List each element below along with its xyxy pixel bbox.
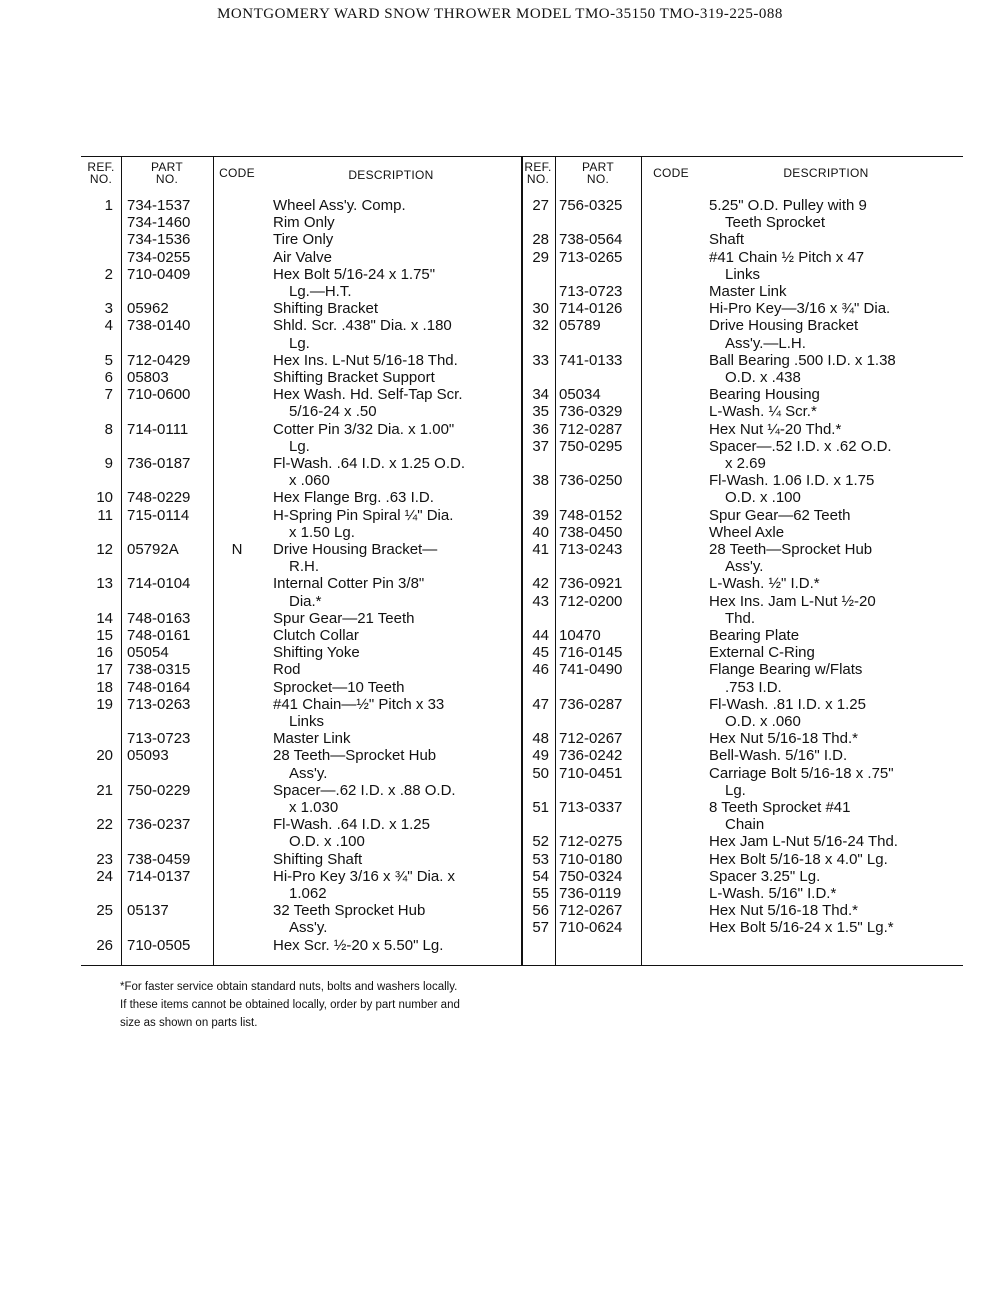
part-description: Spacer—.62 I.D. x .88 O.D.	[273, 781, 456, 799]
ref-number: 13	[96, 575, 113, 593]
ref-number: 25	[96, 902, 113, 920]
part-number: 734-1537	[127, 197, 191, 214]
part-description: Shifting Bracket Support	[273, 369, 435, 386]
part-description: Hi-Pro Key—3/16 x ¾" Dia.	[709, 300, 891, 318]
part-description: Shifting Bracket	[273, 300, 379, 318]
ref-number: 26	[96, 936, 113, 954]
footnote	[120, 978, 460, 1032]
ref-number: 22	[96, 816, 113, 834]
part-number: 714-0104	[127, 575, 191, 593]
ref-number: 11	[97, 506, 113, 524]
part-description: L-Wash. 5/16" I.D.*	[709, 885, 837, 902]
part-number: 748-0164	[127, 678, 191, 696]
part-number: 05792A	[127, 541, 179, 558]
part-number: 716-0145	[559, 644, 623, 662]
part-description: Bearing Plate	[709, 627, 800, 644]
part-number: 712-0200	[559, 592, 623, 610]
part-description: Hex Jam L-Nut 5/16-24 Thd.	[709, 833, 898, 851]
part-description: #41 Chain ½ Pitch x 47	[709, 248, 865, 266]
part-number: 738-0564	[559, 231, 623, 249]
part-description: Spacer 3.25" Lg.	[709, 867, 821, 885]
part-description: Shifting Yoke	[273, 644, 360, 662]
part-number: 05054	[127, 644, 169, 662]
part-number: 713-0263	[127, 695, 191, 713]
part-description-continued: O.D. x .100	[725, 489, 801, 507]
column-divider	[641, 157, 642, 965]
ref-number: 32	[532, 317, 549, 335]
part-number: 741-0490	[559, 661, 623, 679]
ref-number: 40	[532, 523, 549, 541]
part-description: Rim Only	[273, 214, 335, 232]
description-header: DESCRIPTION	[783, 166, 869, 180]
ref-number: 52	[532, 833, 549, 851]
part-description: External C-Ring	[709, 644, 815, 662]
part-number: 713-0337	[559, 799, 623, 816]
page-title: MONTGOMERY WARD SNOW THROWER MODEL TMO-35150 TMO-319-225-088	[217, 6, 783, 22]
part-description: Hi-Pro Key 3/16 x ¾" Dia. x	[273, 867, 456, 885]
part-description: Shifting Shaft	[273, 850, 363, 868]
ref-number: 15	[96, 627, 113, 644]
ref-number: 2	[104, 265, 113, 283]
part-number: 715-0114	[127, 506, 190, 524]
parts-list-table	[81, 156, 963, 966]
part-number: 710-0451	[559, 764, 623, 782]
part-number: 712-0267	[559, 902, 623, 920]
ref-number: 16	[96, 644, 113, 662]
part-description: Shld. Scr. .438" Dia. x .180	[273, 317, 452, 335]
ref-number: 39	[532, 506, 549, 524]
part-number: 05137	[127, 902, 169, 920]
part-number: 738-0140	[127, 317, 191, 335]
part-number: 714-0137	[127, 867, 191, 885]
part-number: 713-0265	[559, 248, 623, 266]
ref-number: 18	[96, 678, 113, 696]
part-number: 736-0287	[559, 695, 623, 713]
part-description-continued: Lg.	[289, 437, 310, 455]
part-description: Hex Nut ¼-20 Thd.*	[709, 420, 842, 438]
part-number: 738-0459	[127, 850, 191, 868]
part-description: Hex Nut 5/16-18 Thd.*	[709, 902, 858, 920]
part-description: Hex Wash. Hd. Self-Tap Scr.	[273, 386, 463, 404]
part-number: 734-1460	[127, 214, 191, 232]
part-description: Hex Flange Brg. .63 I.D.	[273, 489, 434, 507]
part-number: 748-0163	[127, 609, 191, 627]
part-description: #41 Chain—½" Pitch x 33	[273, 695, 445, 713]
part-number: 736-0119	[559, 885, 622, 902]
part-number: 712-0267	[559, 730, 623, 748]
ref-number: 48	[532, 730, 549, 748]
part-number: 748-0152	[559, 506, 623, 524]
footnote-line: size as shown on parts list.	[120, 1017, 258, 1029]
ref-number: 33	[532, 351, 549, 369]
ref-number: 27	[532, 197, 549, 214]
ref-number: 37	[532, 437, 549, 455]
footnote-line: *For faster service obtain standard nuts, bolts and washers locally.	[120, 981, 458, 993]
part-description: Bearing Housing	[709, 386, 820, 404]
part-description: Wheel Axle	[709, 523, 785, 541]
ref-number: 19	[96, 695, 113, 713]
part-description-continued: Chain	[725, 816, 765, 834]
part-description-continued: Ass'y.	[289, 764, 328, 782]
part-number: 736-0250	[559, 472, 623, 490]
ref-number: 3	[104, 300, 113, 318]
ref-number: 23	[96, 850, 113, 868]
ref-number: 28	[532, 231, 549, 249]
part-description: Clutch Collar	[273, 627, 359, 644]
part-description-continued: Teeth Sprocket	[725, 214, 826, 232]
part-header: PART NO.	[150, 160, 184, 186]
part-number: 738-0450	[559, 523, 623, 541]
column-divider	[213, 157, 214, 965]
part-description-continued: Links	[725, 265, 761, 283]
ref-number: 9	[104, 455, 113, 472]
part-description-continued: Dia.*	[289, 592, 322, 610]
ref-number: 42	[532, 575, 549, 593]
part-description: Shaft	[709, 231, 745, 249]
ref-number: 30	[532, 300, 549, 318]
part-description: Spur Gear—21 Teeth	[273, 609, 415, 627]
ref-number: 54	[532, 867, 549, 885]
part-number: 756-0325	[559, 197, 623, 214]
ref-number: 44	[532, 627, 549, 644]
ref-number: 35	[532, 403, 549, 421]
part-description-continued: Ass'y.	[289, 919, 328, 937]
part-description: Ball Bearing .500 I.D. x 1.38	[709, 351, 896, 369]
part-description: Carriage Bolt 5/16-18 x .75"	[709, 764, 894, 782]
part-number: 05962	[127, 300, 169, 318]
ref-header: REF. NO.	[87, 160, 115, 186]
part-description: Flange Bearing w/Flats	[709, 661, 863, 679]
part-number: 712-0287	[559, 420, 623, 438]
part-header: PART NO.	[581, 160, 615, 186]
part-description-continued: .753 I.D.	[725, 678, 782, 696]
ref-number: 53	[532, 850, 549, 868]
part-number: 750-0295	[559, 437, 623, 455]
part-number: 05789	[559, 317, 601, 335]
part-description: L-Wash. ½" I.D.*	[709, 575, 820, 593]
part-description-continued: x 1.50 Lg.	[289, 523, 355, 541]
part-description-continued: 1.062	[289, 884, 327, 902]
column-divider	[555, 157, 556, 965]
part-number: 713-0723	[559, 283, 623, 300]
ref-header: REF. NO.	[524, 160, 552, 186]
ref-number: 34	[532, 386, 549, 404]
part-number: 710-0180	[559, 850, 623, 868]
ref-number: 45	[532, 644, 549, 662]
ref-number: 4	[104, 317, 113, 335]
part-number: 710-0409	[127, 265, 191, 283]
part-description: Master Link	[709, 283, 787, 300]
ref-number: 6	[104, 369, 113, 386]
part-number: 712-0429	[127, 351, 191, 369]
part-description-continued: x .060	[289, 472, 330, 490]
part-number: 738-0315	[127, 661, 191, 679]
part-description-continued: 5/16-24 x .50	[289, 403, 377, 421]
part-number: 05034	[559, 386, 601, 404]
footnote-line: If these items cannot be obtained locally, order by part number and	[120, 999, 460, 1011]
part-number: 713-0723	[127, 730, 191, 748]
part-number: 736-0237	[127, 816, 191, 834]
part-number: 736-0242	[559, 747, 623, 765]
part-number: 714-0126	[559, 300, 623, 318]
part-description-continued: Lg.—H.T.	[289, 282, 352, 300]
description-header: DESCRIPTION	[348, 168, 434, 182]
part-number: 736-0921	[559, 575, 623, 593]
ref-number: 21	[96, 781, 113, 799]
part-number: 736-0187	[127, 455, 191, 472]
part-description: Rod	[273, 661, 301, 679]
ref-number: 14	[96, 609, 113, 627]
part-description: Hex Scr. ½-20 x 5.50" Lg.	[273, 936, 444, 954]
part-description: Bell-Wash. 5/16" I.D.	[709, 747, 848, 765]
ref-number: 50	[532, 764, 549, 782]
part-description: Hex Ins. Jam L-Nut ½-20	[709, 592, 876, 610]
part-description: Sprocket—10 Teeth	[273, 678, 405, 696]
part-number: 710-0505	[127, 936, 191, 954]
part-number: 750-0324	[559, 867, 623, 885]
part-number: 748-0229	[127, 489, 191, 507]
part-description: 28 Teeth—Sprocket Hub	[709, 541, 873, 558]
ref-number: 55	[532, 885, 549, 902]
part-description-continued: O.D. x .438	[725, 368, 801, 386]
ref-number: 41	[532, 541, 549, 558]
ref-number: 24	[96, 867, 113, 885]
ref-number: 17	[96, 661, 113, 679]
part-description: Air Valve	[273, 248, 332, 266]
part-number: 748-0161	[127, 627, 191, 644]
part-description: Tire Only	[273, 231, 334, 249]
code-header: CODE	[653, 166, 689, 180]
part-description-continued: Ass'y.—L.H.	[725, 334, 806, 352]
part-description-continued: O.D. x .100	[289, 833, 365, 851]
part-description: Spacer—.52 I.D. x .62 O.D.	[709, 437, 892, 455]
ref-number: 12	[96, 541, 113, 558]
part-description-continued: x 1.030	[289, 798, 339, 816]
ref-number: 57	[532, 919, 549, 937]
part-number: 710-0624	[559, 919, 623, 937]
part-description: Master Link	[273, 730, 351, 748]
part-number: 736-0329	[559, 403, 623, 421]
ref-number: 20	[96, 747, 113, 765]
part-description: Hex Ins. L-Nut 5/16-18 Thd.	[273, 351, 458, 369]
ref-number: 1	[104, 197, 113, 214]
part-description: Hex Bolt 5/16-24 x 1.75"	[273, 265, 436, 283]
ref-number: 43	[532, 592, 549, 610]
ref-number: 10	[96, 489, 113, 507]
column-divider	[121, 157, 122, 965]
ref-number: 38	[532, 472, 549, 490]
part-number: 05803	[127, 369, 169, 386]
part-number: 712-0275	[559, 833, 623, 851]
code-header: CODE	[219, 166, 255, 180]
part-description: Internal Cotter Pin 3/8"	[273, 575, 425, 593]
part-description-continued: Ass'y.	[725, 558, 764, 576]
part-description: L-Wash. ¼ Scr.*	[709, 403, 817, 421]
part-number: 734-1536	[127, 231, 191, 249]
part-description: 8 Teeth Sprocket #41	[709, 799, 851, 816]
part-description: Wheel Ass'y. Comp.	[273, 197, 406, 214]
ref-number: 56	[532, 902, 549, 920]
part-description-continued: O.D. x .060	[725, 712, 801, 730]
part-number: 714-0111	[127, 420, 189, 438]
part-description: Fl-Wash. .64 I.D. x 1.25 O.D.	[273, 455, 465, 472]
ref-number: 5	[104, 351, 113, 369]
part-description: Drive Housing Bracket—	[273, 541, 438, 558]
part-description: 5.25" O.D. Pulley with 9	[709, 197, 867, 214]
part-description: Spur Gear—62 Teeth	[709, 506, 851, 524]
ref-number: 7	[104, 386, 113, 404]
part-number: 713-0243	[559, 541, 623, 558]
part-description-continued: Thd.	[725, 609, 756, 627]
part-description-continued: Lg.	[289, 334, 310, 352]
part-description-continued: Links	[289, 712, 325, 730]
part-number: 710-0600	[127, 386, 191, 404]
part-description: Fl-Wash. .64 I.D. x 1.25	[273, 816, 430, 834]
part-description-continued: R.H.	[289, 558, 319, 576]
part-description: 28 Teeth—Sprocket Hub	[273, 747, 437, 765]
ref-number: 8	[104, 420, 113, 438]
part-description-continued: Lg.	[725, 781, 746, 799]
ref-number: 51	[532, 799, 549, 816]
part-number: 05093	[127, 747, 169, 765]
ref-number: 49	[532, 747, 549, 765]
part-number: 750-0229	[127, 781, 191, 799]
ref-number: 47	[532, 695, 549, 713]
part-description-continued: x 2.69	[725, 454, 766, 472]
ref-number: 46	[532, 661, 549, 679]
part-description: Hex Nut 5/16-18 Thd.*	[709, 730, 858, 748]
part-code: N	[231, 541, 243, 558]
part-description: Hex Bolt 5/16-24 x 1.5" Lg.*	[709, 919, 894, 937]
part-description: Fl-Wash. .81 I.D. x 1.25	[709, 695, 866, 713]
part-number: 741-0133	[559, 351, 623, 369]
part-number: 734-0255	[127, 248, 191, 266]
ref-number: 29	[532, 248, 549, 266]
part-description: Drive Housing Bracket	[709, 317, 859, 335]
part-number: 10470	[559, 627, 601, 644]
part-description: H-Spring Pin Spiral ¼" Dia.	[273, 506, 454, 524]
part-description: Cotter Pin 3/32 Dia. x 1.00"	[273, 420, 455, 438]
part-description: Hex Bolt 5/16-18 x 4.0" Lg.	[709, 850, 888, 868]
part-description: Fl-Wash. 1.06 I.D. x 1.75	[709, 472, 875, 490]
part-description: 32 Teeth Sprocket Hub	[273, 902, 426, 920]
ref-number: 36	[532, 420, 549, 438]
